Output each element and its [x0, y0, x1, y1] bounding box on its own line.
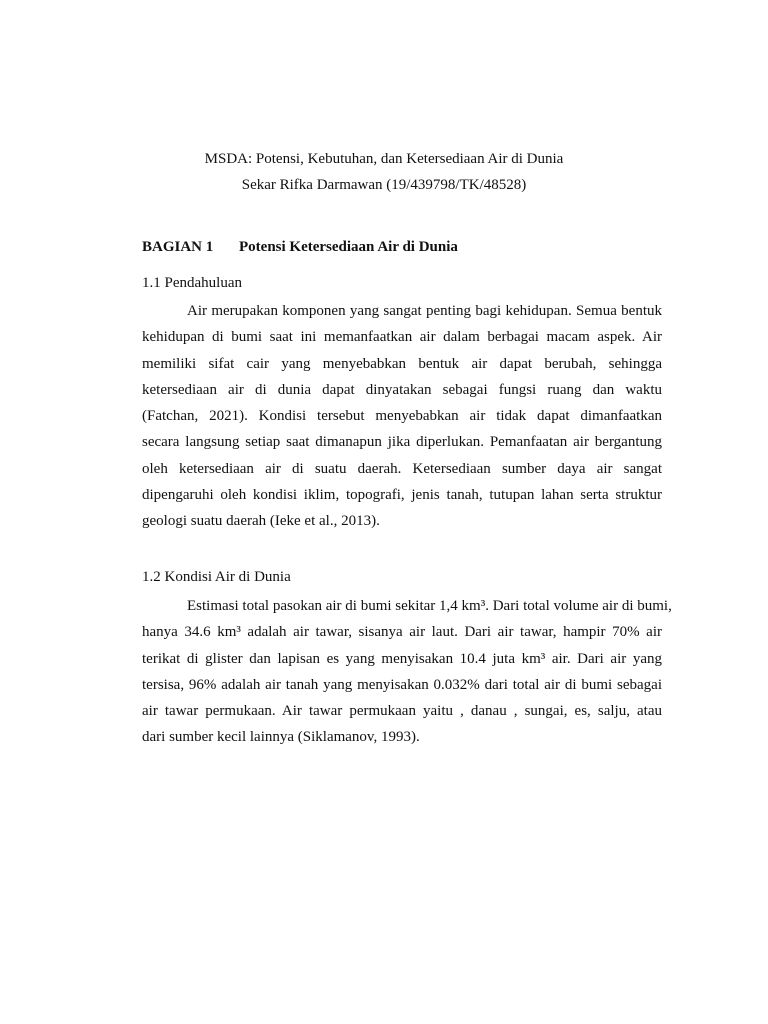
- paragraph-line: kehidupan di bumi saat ini memanfaatkan air dalam berbagai macam aspek. Air: [142, 329, 662, 346]
- paragraph-line: dipengaruhi oleh kondisi iklim, topografi, jenis tanah, tutupan lahan serta struktur: [142, 487, 662, 504]
- paragraph-line: memiliki sifat cair yang menyebabkan bentuk air dapat berubah, sehingga: [142, 355, 662, 372]
- chapter-heading: [142, 236, 458, 258]
- paragraph-line: ketersediaan air di dunia dapat dinyatakan sebagai fungsi ruang dan waktu: [142, 381, 662, 398]
- paragraph-line: terikat di glister dan lapisan es yang menyisakan 10.4 juta km³ air. Dari air yang: [142, 650, 662, 667]
- title-block: [0, 146, 768, 198]
- paragraph-line: secara langsung setiap saat dimanapun jika diperlukan. Pemanfaatan air bergantung: [142, 434, 662, 451]
- paragraph-line: air tawar permukaan. Air tawar permukaan yaitu , danau , sungai, es, salju, atau: [142, 703, 662, 720]
- paragraph-line: Air merupakan komponen yang sangat penting bagi kehidupan. Semua bentuk: [187, 303, 662, 319]
- paragraph-line: Estimasi total pasokan air di bumi sekitar 1,4 km³. Dari total volume air di bumi,: [187, 598, 672, 614]
- document-title: MSDA: Potensi, Kebutuhan, dan Ketersediaan Air di Dunia: [204, 151, 564, 167]
- chapter-title: Potensi Ketersediaan Air di Dunia: [239, 239, 458, 255]
- section-heading-world-water: 1.2 Kondisi Air di Dunia: [142, 569, 291, 585]
- author-line: Sekar Rifka Darmawan (19/439798/TK/48528): [241, 177, 527, 193]
- paragraph-introduction: [142, 298, 662, 535]
- chapter-number: BAGIAN 1: [142, 239, 214, 255]
- paragraph-line: oleh ketersediaan air di suatu daerah. Ketersediaan sumber daya air sangat: [142, 460, 662, 477]
- paragraph-line: geologi suatu daerah (Ieke et al., 2013).: [142, 513, 380, 530]
- paragraph-line: hanya 34.6 km³ adalah air tawar, sisanya air laut. Dari air tawar, hampir 70% air: [142, 624, 662, 641]
- section-heading-introduction: 1.1 Pendahuluan: [142, 275, 242, 291]
- paragraph-world-water: [142, 593, 672, 751]
- paragraph-line: (Fatchan, 2021). Kondisi tersebut menyebabkan air tidak dapat dimanfaatkan: [142, 408, 662, 425]
- paragraph-line: tersisa, 96% adalah air tanah yang menyisakan 0.032% dari total air di bumi sebagai: [142, 676, 662, 693]
- paragraph-line: dari sumber kecil lainnya (Siklamanov, 1993).: [142, 729, 420, 746]
